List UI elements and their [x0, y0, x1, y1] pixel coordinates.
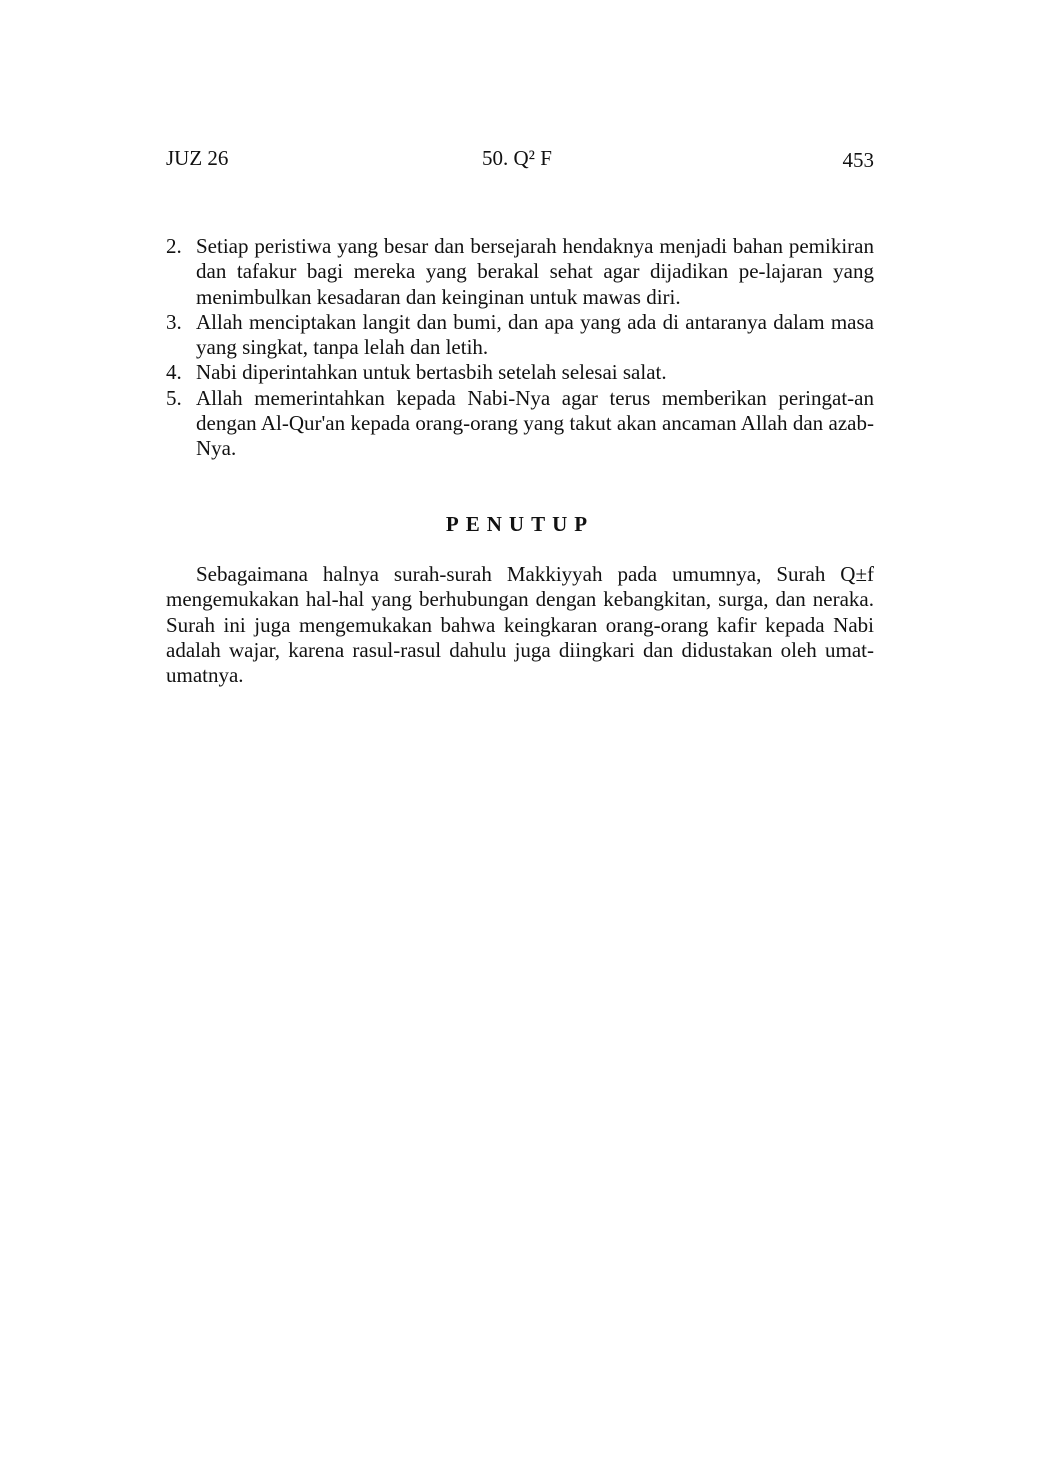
lessons-list — [166, 234, 874, 462]
page-number: 453 — [842, 148, 874, 172]
list-item-number: 5. — [166, 385, 182, 410]
closing-paragraph: Sebagaimana halnya surah-surah Makkiyyah pada umumnya, Surah Q±f mengemukakan hal-hal yang berhubungan dengan kebangkitan, surga, dan neraka. Surah ini juga mengemukakan bahwa keingkaran orang-orang kafir kepada Nabi adalah wajar, karena rasul-rasul dahulu juga diingkari dan didustakan oleh umat-umatnya. — [166, 562, 874, 688]
list-item-text: Setiap peristiwa yang besar dan bersejarah hendaknya menjadi bahan pemikiran dan tafakur bagi mereka yang berakal sehat agar dijadikan pe-lajaran yang menimbulkan kesadaran dan keinginan untuk mawas diri. — [196, 234, 874, 309]
list-item-number: 2. — [166, 234, 182, 258]
list-item — [166, 360, 874, 385]
surah-title: 50. Q² F — [482, 146, 552, 170]
running-header — [166, 146, 874, 174]
list-item — [166, 386, 874, 462]
list-item-text: Allah memerintahkan kepada Nabi-Nya agar terus memberikan peringat-an dengan Al-Qur'an kepada orang-orang yang takut akan ancaman Allah dan azab-Nya. — [196, 385, 874, 461]
list-item-number: 3. — [166, 309, 182, 334]
list-item-text: Nabi diperintahkan untuk bertasbih setelah selesai salat. — [196, 360, 667, 385]
list-item-text: Allah menciptakan langit dan bumi, dan apa yang ada di antaranya dalam masa yang singkat, tanpa lelah dan letih. — [196, 309, 874, 360]
list-item — [166, 310, 874, 361]
juz-label: JUZ 26 — [166, 146, 229, 170]
lessons-list-section — [166, 234, 874, 462]
list-item — [166, 234, 874, 310]
section-heading: PENUTUP — [445, 512, 595, 536]
list-item-number: 4. — [166, 360, 182, 385]
